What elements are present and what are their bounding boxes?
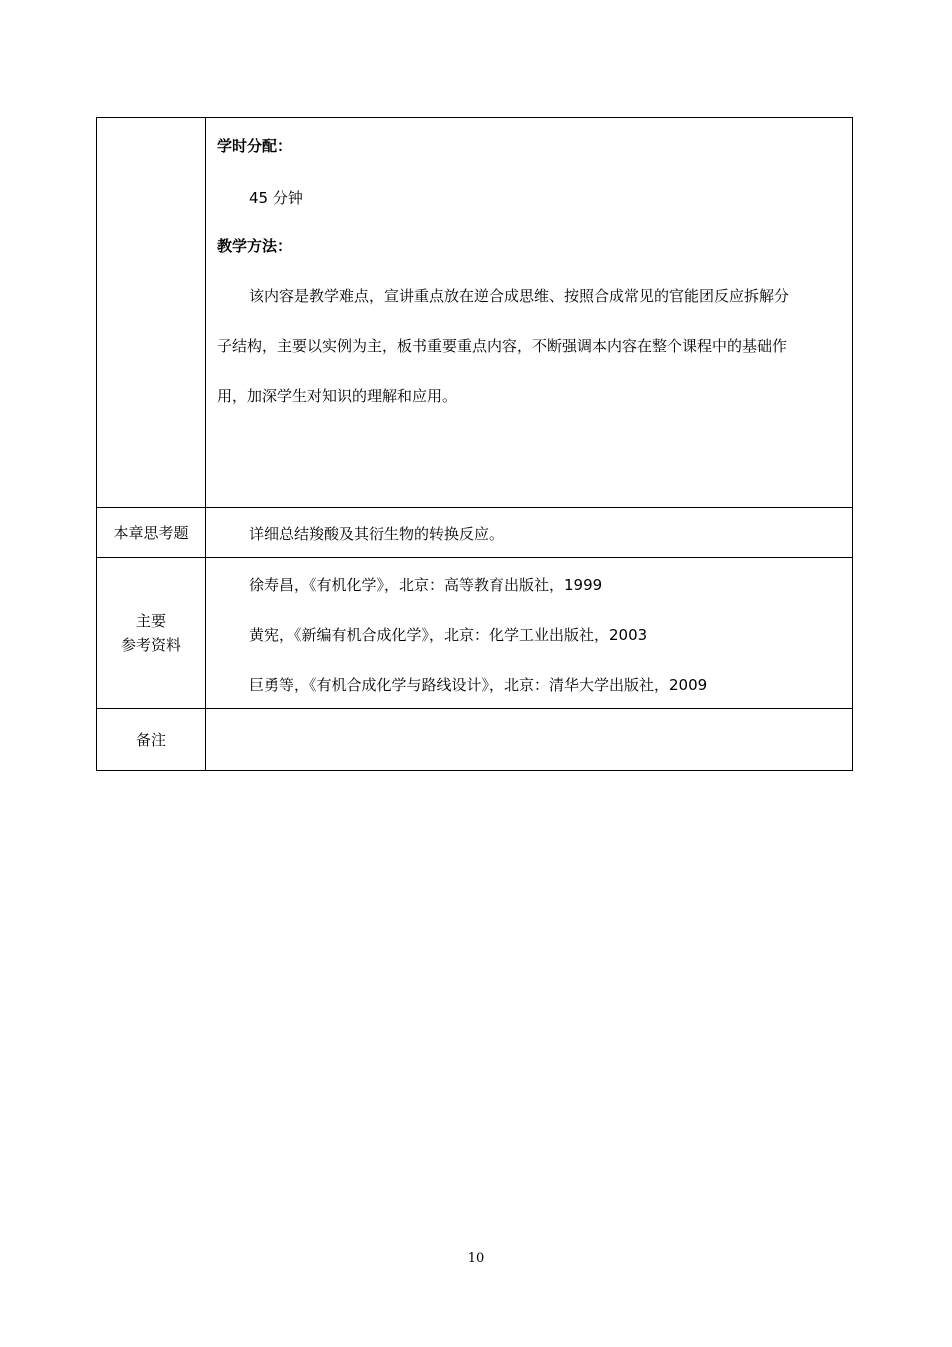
- question-row: [97, 507, 852, 557]
- notes-content-cell: [206, 709, 852, 770]
- schedule-value: 45 分钟: [249, 189, 303, 207]
- method-heading: 教学方法：: [217, 237, 293, 255]
- reference-item: 黄宪，《新编有机合成化学》，北京：化学工业出版社，2003: [249, 626, 648, 644]
- teaching-row: [97, 118, 852, 507]
- teaching-content-cell: [206, 118, 852, 507]
- method-line: 该内容是教学难点，宣讲重点放在逆合成思维、按照合成常见的官能团反应拆解分: [249, 287, 790, 305]
- course-plan-table: [96, 117, 853, 771]
- reference-item: 徐寿昌，《有机化学》，北京：高等教育出版社，1999: [249, 576, 603, 594]
- reference-item: 巨勇等，《有机合成化学与路线设计》，北京：清华大学出版社，2009: [249, 676, 708, 694]
- references-label-line1: 主要: [135, 612, 166, 630]
- schedule-heading: 学时分配：: [217, 137, 293, 155]
- question-text: 详细总结羧酸及其衍生物的转换反应。: [249, 525, 505, 543]
- references-row: [97, 557, 852, 708]
- references-label: [97, 558, 206, 708]
- method-line: 用，加深学生对知识的理解和应用。: [217, 387, 458, 405]
- question-label: 本章思考题: [97, 508, 206, 557]
- page-number: 10: [467, 1251, 485, 1266]
- method-line: 子结构，主要以实例为主，板书重要重点内容，不断强调本内容在整个课程中的基础作: [217, 337, 788, 355]
- question-content-cell: [206, 508, 852, 557]
- references-label-line2: 参考资料: [120, 636, 181, 654]
- teaching-label-cell: [97, 118, 206, 507]
- method-paragraph: [217, 286, 853, 436]
- notes-label: 备注: [97, 709, 206, 770]
- references-content-cell: [206, 558, 852, 708]
- notes-row: [97, 708, 852, 770]
